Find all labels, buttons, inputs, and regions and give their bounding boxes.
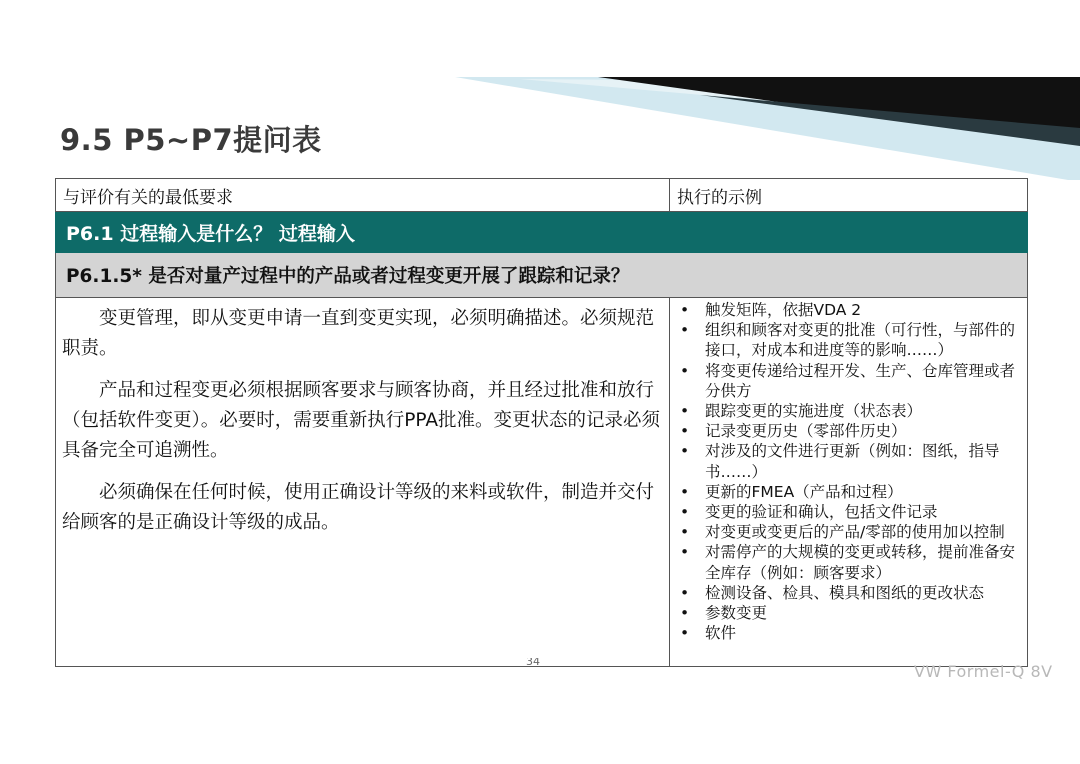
bullet-icon: • xyxy=(680,583,690,602)
example-text: 记录变更历史（零部件历史） xyxy=(705,422,907,441)
table-header-row xyxy=(56,179,1028,212)
example-item xyxy=(678,421,1023,441)
content-row xyxy=(56,298,1028,667)
question-row xyxy=(56,253,1028,298)
example-text: 对涉及的文件进行更新（例如：图纸，指导书……） xyxy=(705,442,1000,481)
example-item xyxy=(678,583,1023,603)
example-item xyxy=(678,623,1023,643)
bullet-icon: • xyxy=(680,321,690,340)
question-table xyxy=(55,178,1028,667)
header-examples: 执行的示例 xyxy=(670,179,1028,212)
example-text: 更新的FMEA（产品和过程） xyxy=(705,482,903,501)
example-item xyxy=(678,441,1023,481)
examples-list xyxy=(678,300,1023,643)
examples-cell xyxy=(670,298,1028,667)
section-title: P6.1 过程输入是什么？ 过程输入 xyxy=(56,212,1028,253)
bullet-icon: • xyxy=(680,361,690,380)
bullet-icon: • xyxy=(680,543,690,562)
bullet-icon: • xyxy=(680,482,690,501)
example-text: 变更的验证和确认，包括文件记录 xyxy=(705,503,938,522)
example-text: 软件 xyxy=(705,624,737,643)
question-text: P6.1.5* 是否对量产过程中的产品或者过程变更开展了跟踪和记录？ xyxy=(56,253,1028,298)
example-item xyxy=(678,502,1023,522)
requirement-paragraph: 变更管理，即从变更申请一直到变更实现，必须明确描述。必须规范职责。 xyxy=(62,308,655,359)
example-item xyxy=(678,542,1023,582)
example-text: 对需停产的大规模的变更或转移，提前准备安全库存（例如：顾客要求） xyxy=(705,543,1016,582)
example-text: 组织和顾客对变更的批准（可行性，与部件的接口，对成本和进度等的影响……） xyxy=(705,321,1016,360)
bullet-icon: • xyxy=(680,301,690,319)
requirements-cell xyxy=(56,298,670,667)
example-text: 将变更传递给过程开发、生产、仓库管理或者分供方 xyxy=(705,361,1016,400)
example-text: 跟踪变更的实施进度（状态表） xyxy=(705,402,923,421)
example-item xyxy=(678,603,1023,623)
example-text: 参数变更 xyxy=(705,604,768,623)
requirement-paragraph: 必须确保在任何时候，使用正确设计等级的来料或软件，制造并交付给顾客的是正确设计等级的成品。 xyxy=(62,482,655,533)
page-title: 9.5 P5~P7提问表 xyxy=(60,123,322,157)
example-item xyxy=(678,300,1023,320)
bullet-icon: • xyxy=(680,624,690,643)
header-requirements: 与评价有关的最低要求 xyxy=(56,179,670,212)
footer-label: VW Formel-Q 8V xyxy=(914,662,1053,681)
section-row xyxy=(56,212,1028,253)
bullet-icon: • xyxy=(680,604,690,623)
bullet-icon: • xyxy=(680,523,690,542)
bullet-icon: • xyxy=(680,503,690,522)
page-number: 34 xyxy=(526,658,540,665)
bullet-icon: • xyxy=(680,442,690,461)
example-item xyxy=(678,522,1023,542)
example-text: 检测设备、检具、模具和图纸的更改状态 xyxy=(705,583,985,602)
requirement-paragraph: 产品和过程变更必须根据顾客要求与顾客协商，并且经过批准和放行（包括软件变更）。必要时，需要重新执行PPA批准。变更状态的记录必须具备完全可追溯性。 xyxy=(62,380,661,461)
example-text: 触发矩阵，依据VDA 2 xyxy=(705,301,862,319)
bullet-icon: • xyxy=(680,402,690,421)
example-item xyxy=(678,482,1023,502)
example-item xyxy=(678,401,1023,421)
example-item xyxy=(678,320,1023,360)
bullet-icon: • xyxy=(680,422,690,441)
example-item xyxy=(678,361,1023,401)
example-text: 对变更或变更后的产品/零部的使用加以控制 xyxy=(705,523,1005,542)
